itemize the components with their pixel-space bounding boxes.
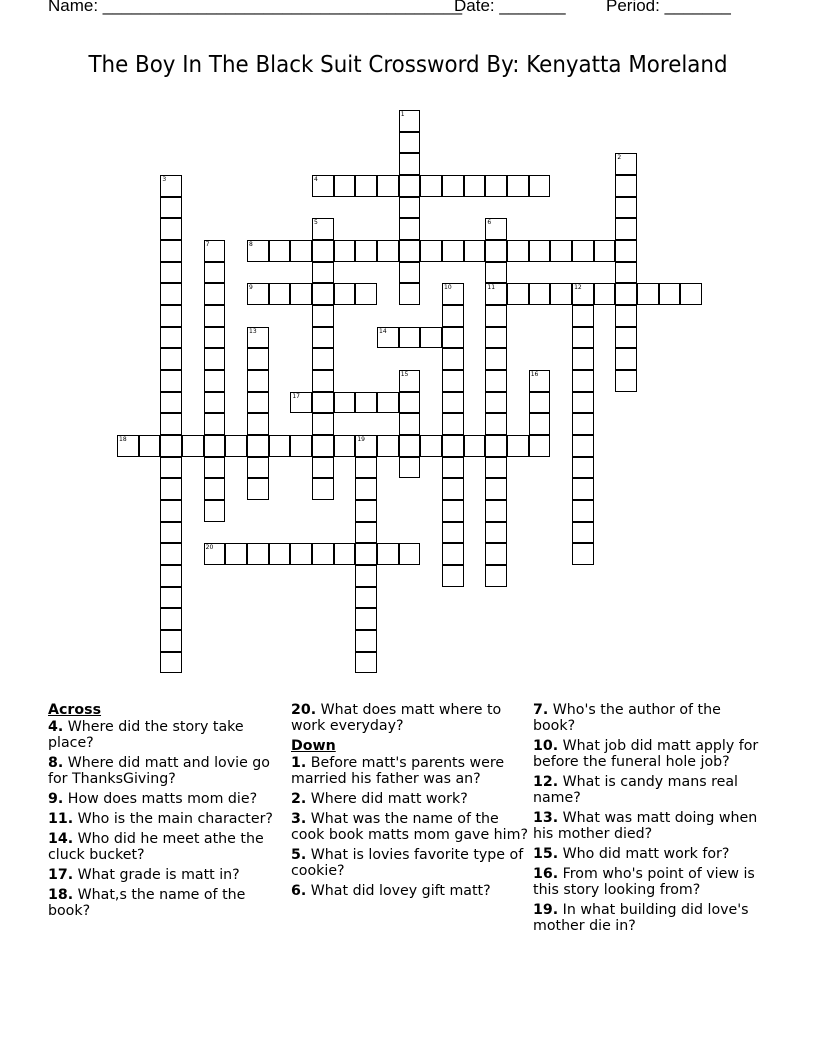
crossword-cell[interactable] [247, 457, 269, 479]
crossword-cell[interactable] [355, 457, 377, 479]
crossword-cell[interactable] [247, 435, 269, 457]
crossword-cell[interactable] [399, 283, 421, 305]
crossword-cell[interactable] [507, 435, 529, 457]
name-field[interactable]: Name: ______________________________________ [48, 0, 463, 15]
crossword-cell[interactable] [420, 435, 442, 457]
crossword-cell[interactable] [464, 435, 486, 457]
crossword-cell[interactable] [485, 240, 507, 262]
crossword-cell[interactable] [290, 240, 312, 262]
crossword-cell[interactable] [485, 348, 507, 370]
crossword-cell[interactable] [485, 262, 507, 284]
clue-across-4: 4. Where did the story take place? [48, 719, 244, 751]
crossword-cell[interactable] [399, 218, 421, 240]
crossword-cell[interactable] [529, 175, 551, 197]
clues-column-2 [291, 702, 529, 903]
crossword-grid [117, 110, 717, 680]
crossword-cell[interactable] [355, 608, 377, 630]
crossword-cell[interactable] [399, 132, 421, 154]
crossword-cell[interactable] [442, 543, 464, 565]
date-field[interactable]: Date: _______ [454, 0, 566, 15]
crossword-cell[interactable] [312, 370, 334, 392]
clue-down-5: 5. What is lovies favorite type of cookie? [291, 847, 524, 879]
crossword-cell[interactable] [615, 370, 637, 392]
clue-across-20: 20. What does matt where to work everyday? [291, 702, 502, 734]
crossword-cell[interactable] [485, 500, 507, 522]
crossword-cell[interactable] [615, 218, 637, 240]
crossword-cell[interactable] [160, 305, 182, 327]
crossword-cell[interactable] [355, 522, 377, 544]
crossword-cell[interactable] [334, 283, 356, 305]
clue-number: 6 [487, 219, 492, 227]
crossword-cell[interactable] [160, 500, 182, 522]
clue-across-17: 17. What grade is matt in? [48, 867, 240, 883]
crossword-cell[interactable] [160, 565, 182, 587]
crossword-cell[interactable] [572, 283, 594, 305]
crossword-cell[interactable] [160, 283, 182, 305]
crossword-cell[interactable] [442, 522, 464, 544]
clue-number: 12 [574, 284, 582, 292]
crossword-cell[interactable] [290, 543, 312, 565]
crossword-cell[interactable] [442, 565, 464, 587]
crossword-cell[interactable] [312, 392, 334, 414]
crossword-cell[interactable] [160, 413, 182, 435]
clue-down-2: 2. Where did matt work? [291, 791, 468, 807]
crossword-cell[interactable] [485, 218, 507, 240]
crossword-cell[interactable] [377, 240, 399, 262]
crossword-cell[interactable] [355, 392, 377, 414]
crossword-cell[interactable] [615, 197, 637, 219]
across-heading: Across [48, 702, 102, 718]
crossword-cell[interactable] [442, 457, 464, 479]
clue-down-13: 13. What was matt doing when his mother died? [533, 810, 758, 842]
crossword-cell[interactable] [420, 240, 442, 262]
clue-number: 19 [357, 436, 365, 444]
crossword-cell[interactable] [312, 457, 334, 479]
crossword-cell[interactable] [355, 175, 377, 197]
clue-across-11: 11. Who is the main character? [48, 811, 273, 827]
crossword-cell[interactable] [550, 283, 572, 305]
crossword-cell[interactable] [355, 630, 377, 652]
crossword-cell[interactable] [355, 500, 377, 522]
crossword-cell[interactable] [355, 283, 377, 305]
crossword-cell[interactable] [377, 543, 399, 565]
page-title: The Boy In The Black Suit Crossword By: Kenyatta Moreland [88, 52, 728, 78]
crossword-cell[interactable] [160, 240, 182, 262]
clue-number: 10 [444, 284, 452, 292]
period-field[interactable]: Period: _______ [606, 0, 731, 15]
clue-number: 2 [617, 154, 622, 162]
crossword-cell[interactable] [312, 218, 334, 240]
crossword-cell[interactable] [334, 175, 356, 197]
clue-number: 18 [119, 436, 127, 444]
crossword-cell[interactable] [160, 370, 182, 392]
crossword-cell[interactable] [377, 435, 399, 457]
crossword-cell[interactable] [312, 175, 334, 197]
clue-number: 16 [530, 371, 539, 379]
clue-down-15: 15. Who did matt work for? [533, 846, 730, 862]
crossword-cell[interactable] [160, 435, 182, 457]
crossword-cell[interactable] [615, 305, 637, 327]
crossword-cell[interactable] [160, 262, 182, 284]
crossword-cell[interactable] [247, 283, 269, 305]
clue-number: 8 [249, 241, 253, 249]
clue-number: 9 [249, 284, 253, 292]
crossword-cell[interactable] [464, 175, 486, 197]
crossword-cell[interactable] [399, 457, 421, 479]
crossword-cell[interactable] [160, 608, 182, 630]
crossword-cell[interactable] [572, 500, 594, 522]
clue-down-10: 10. What job did matt apply for before the funeral hole job? [533, 738, 759, 770]
crossword-cell[interactable] [247, 392, 269, 414]
crossword-cell[interactable] [312, 240, 334, 262]
clue-number: 4 [314, 176, 318, 183]
crossword-cell[interactable] [204, 435, 226, 457]
crossword-cell[interactable] [442, 327, 464, 349]
crossword-cell[interactable] [117, 435, 139, 457]
crossword-cell[interactable] [160, 652, 182, 674]
clues-column-1 [48, 702, 283, 923]
crossword-cell[interactable] [680, 283, 702, 305]
crossword-cell[interactable] [572, 457, 594, 479]
crossword-cell[interactable] [247, 478, 269, 500]
crossword-cell[interactable] [160, 392, 182, 414]
crossword-cell[interactable] [442, 435, 464, 457]
crossword-cell[interactable] [399, 262, 421, 284]
crossword-cell[interactable] [247, 240, 269, 262]
crossword-cell[interactable] [485, 457, 507, 479]
crossword-cell[interactable] [615, 327, 637, 349]
down-heading: Down [291, 738, 336, 754]
crossword-cell[interactable] [464, 240, 486, 262]
crossword-cell[interactable] [355, 652, 377, 674]
crossword-cell[interactable] [572, 240, 594, 262]
clue-number: 15 [400, 371, 409, 379]
crossword-cell[interactable] [485, 435, 507, 457]
crossword-cell[interactable] [204, 283, 226, 305]
crossword-cell[interactable] [507, 240, 529, 262]
crossword-cell[interactable] [572, 327, 594, 349]
crossword-cell[interactable] [550, 240, 572, 262]
crossword-cell[interactable] [485, 370, 507, 392]
crossword-cell[interactable] [247, 413, 269, 435]
crossword-cell[interactable] [204, 262, 226, 284]
crossword-cell[interactable] [204, 500, 226, 522]
crossword-cell[interactable] [247, 543, 269, 565]
crossword-cell[interactable] [572, 348, 594, 370]
crossword-cell[interactable] [485, 413, 507, 435]
clue-number: 13 [249, 327, 257, 335]
clue-down-6: 6. What did lovey gift matt? [291, 883, 491, 899]
crossword-cell[interactable] [485, 283, 507, 305]
crossword-cell[interactable] [204, 240, 226, 262]
crossword-cell[interactable] [355, 240, 377, 262]
crossword-cell[interactable] [204, 327, 226, 349]
crossword-cell[interactable] [399, 392, 421, 414]
crossword-cell[interactable] [377, 175, 399, 197]
crossword-cell[interactable] [442, 240, 464, 262]
crossword-cell[interactable] [485, 565, 507, 587]
crossword-cell[interactable] [160, 522, 182, 544]
crossword-cell[interactable] [637, 283, 659, 305]
crossword-cell[interactable] [507, 283, 529, 305]
crossword-cell[interactable] [269, 240, 291, 262]
crossword-cell[interactable] [355, 478, 377, 500]
clue-number: 14 [379, 327, 387, 335]
crossword-cell[interactable] [572, 522, 594, 544]
crossword-cell[interactable] [160, 218, 182, 240]
crossword-cell[interactable] [420, 175, 442, 197]
crossword-cell[interactable] [160, 327, 182, 349]
crossword-cell[interactable] [312, 435, 334, 457]
crossword-cell[interactable] [442, 175, 464, 197]
crossword-cell[interactable] [312, 413, 334, 435]
crossword-cell[interactable] [615, 262, 637, 284]
crossword-cell[interactable] [485, 543, 507, 565]
crossword-cell[interactable] [615, 175, 637, 197]
clue-down-7: 7. Who's the author of the book? [533, 702, 721, 734]
crossword-cell[interactable] [290, 283, 312, 305]
crossword-cell[interactable] [355, 565, 377, 587]
crossword-cell[interactable] [442, 478, 464, 500]
crossword-cell[interactable] [204, 370, 226, 392]
crossword-cell[interactable] [204, 478, 226, 500]
crossword-cell[interactable] [225, 435, 247, 457]
crossword-cell[interactable] [442, 413, 464, 435]
crossword-cell[interactable] [485, 305, 507, 327]
crossword-cell[interactable] [247, 348, 269, 370]
clues-column-3 [533, 702, 765, 938]
crossword-cell[interactable] [615, 240, 637, 262]
crossword-cell[interactable] [442, 305, 464, 327]
crossword-cell[interactable] [442, 500, 464, 522]
crossword-cell[interactable] [529, 240, 551, 262]
crossword-cell[interactable] [594, 240, 616, 262]
crossword-cell[interactable] [442, 348, 464, 370]
clue-number: 5 [314, 219, 318, 227]
crossword-cell[interactable] [204, 348, 226, 370]
crossword-cell[interactable] [594, 283, 616, 305]
crossword-cell[interactable] [269, 283, 291, 305]
crossword-cell[interactable] [204, 413, 226, 435]
crossword-cell[interactable] [312, 327, 334, 349]
crossword-cell[interactable] [377, 327, 399, 349]
crossword-cell[interactable] [334, 392, 356, 414]
clue-number: 7 [205, 241, 210, 249]
crossword-cell[interactable] [204, 392, 226, 414]
crossword-cell[interactable] [139, 435, 161, 457]
clue-down-3: 3. What was the name of the cook book matts mom gave him? [291, 811, 528, 843]
crossword-cell[interactable] [572, 305, 594, 327]
crossword-cell[interactable] [160, 197, 182, 219]
crossword-cell[interactable] [160, 630, 182, 652]
crossword-cell[interactable] [355, 543, 377, 565]
crossword-cell[interactable] [225, 543, 247, 565]
crossword-cell[interactable] [334, 435, 356, 457]
crossword-cell[interactable] [420, 327, 442, 349]
crossword-cell[interactable] [312, 283, 334, 305]
crossword-cell[interactable] [334, 543, 356, 565]
clue-number: 17 [292, 392, 300, 400]
crossword-cell[interactable] [355, 587, 377, 609]
crossword-cell[interactable] [399, 175, 421, 197]
clue-down-1: 1. Before matt's parents were married his father was an? [291, 755, 505, 787]
crossword-cell[interactable] [399, 543, 421, 565]
crossword-cell[interactable] [485, 522, 507, 544]
clue-number: 3 [162, 176, 167, 183]
crossword-cell[interactable] [485, 392, 507, 414]
crossword-cell[interactable] [529, 392, 551, 414]
crossword-cell[interactable] [529, 435, 551, 457]
crossword-cell[interactable] [160, 543, 182, 565]
crossword-cell[interactable] [399, 413, 421, 435]
crossword-cell[interactable] [160, 175, 182, 197]
clue-down-12: 12. What is candy mans real name? [533, 774, 738, 806]
crossword-cell[interactable] [485, 327, 507, 349]
crossword-cell[interactable] [160, 348, 182, 370]
clue-across-18: 18. What,s the name of the book? [48, 887, 246, 919]
crossword-cell[interactable] [290, 435, 312, 457]
crossword-cell[interactable] [312, 543, 334, 565]
crossword-cell[interactable] [572, 413, 594, 435]
crossword-cell[interactable] [572, 478, 594, 500]
crossword-cell[interactable] [399, 197, 421, 219]
clue-down-19: 19. In what building did love's mother die in? [533, 902, 749, 934]
crossword-cell[interactable] [529, 413, 551, 435]
crossword-cell[interactable] [485, 478, 507, 500]
clue-number: 11 [487, 284, 496, 292]
crossword-cell[interactable] [485, 175, 507, 197]
clue-across-8: 8. Where did matt and lovie go for ThanksGiving? [48, 755, 270, 787]
crossword-cell[interactable] [615, 348, 637, 370]
crossword-cell[interactable] [160, 457, 182, 479]
crossword-cell[interactable] [399, 240, 421, 262]
crossword-cell[interactable] [312, 348, 334, 370]
crossword-cell[interactable] [312, 305, 334, 327]
crossword-cell[interactable] [269, 435, 291, 457]
crossword-cell[interactable] [355, 435, 377, 457]
crossword-cell[interactable] [377, 392, 399, 414]
crossword-cell[interactable] [269, 543, 291, 565]
crossword-cell[interactable] [572, 543, 594, 565]
crossword-cell[interactable] [290, 392, 312, 414]
crossword-cell[interactable] [204, 305, 226, 327]
crossword-cell[interactable] [182, 435, 204, 457]
crossword-cell[interactable] [442, 392, 464, 414]
crossword-cell[interactable] [529, 283, 551, 305]
crossword-cell[interactable] [312, 262, 334, 284]
crossword-cell[interactable] [572, 392, 594, 414]
crossword-cell[interactable] [615, 283, 637, 305]
crossword-cell[interactable] [204, 457, 226, 479]
crossword-cell[interactable] [160, 587, 182, 609]
crossword-cell[interactable] [529, 370, 551, 392]
crossword-cell[interactable] [572, 435, 594, 457]
clue-down-16: 16. From who's point of view is this story looking from? [533, 866, 755, 898]
crossword-cell[interactable] [615, 153, 637, 175]
crossword-cell[interactable] [334, 240, 356, 262]
crossword-cell[interactable] [507, 175, 529, 197]
crossword-cell[interactable] [247, 370, 269, 392]
crossword-cell[interactable] [160, 478, 182, 500]
clue-number: 20 [205, 544, 214, 552]
crossword-cell[interactable] [312, 478, 334, 500]
crossword-cell[interactable] [399, 435, 421, 457]
crossword-cell[interactable] [442, 283, 464, 305]
crossword-cell[interactable] [204, 543, 226, 565]
crossword-cell[interactable] [442, 370, 464, 392]
clue-number: 1 [400, 111, 405, 118]
clue-across-14: 14. Who did he meet athe the cluck bucket? [48, 831, 264, 863]
crossword-cell[interactable] [399, 327, 421, 349]
crossword-cell[interactable] [399, 110, 421, 132]
clue-across-9: 9. How does matts mom die? [48, 791, 258, 807]
crossword-cell[interactable] [399, 370, 421, 392]
crossword-cell[interactable] [572, 370, 594, 392]
crossword-cell[interactable] [659, 283, 681, 305]
crossword-cell[interactable] [247, 327, 269, 349]
crossword-cell[interactable] [399, 153, 421, 175]
